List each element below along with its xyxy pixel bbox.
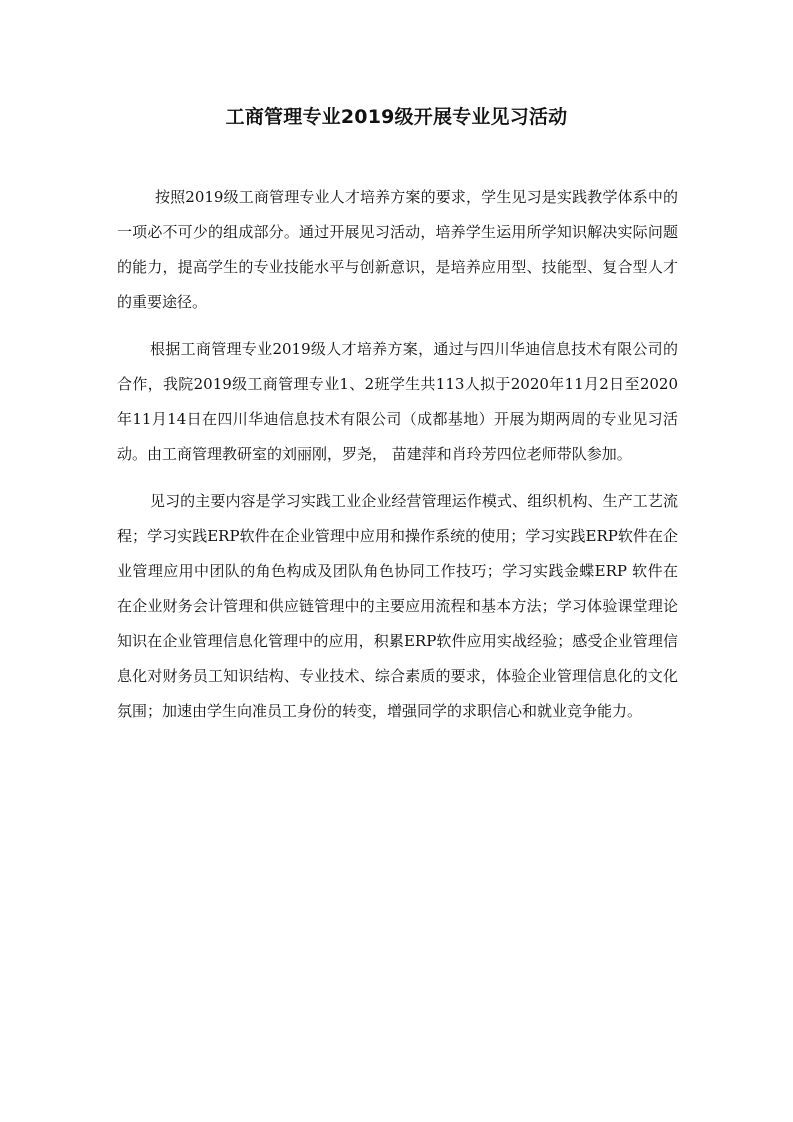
article-body	[117, 180, 678, 729]
page-title: 工商管理专业2019级开展专业见习活动	[225, 106, 568, 128]
paragraph-content: 见习的主要内容是学习实践工业企业经营管理运作模式、组织机构、生产工艺流程；学习实践ERP软件在企业管理中应用和操作系统的使用；学习实践ERP软件在企业管理应用中团队的角色构成及团队角色协同工作技巧；学习实践金蝶ERP 软件在在企业财务会计管理和供应链管理中的主要应用流程和基本方法；学习体验课堂理论知识在企业管理信息化管理中的应用，积累ERP软件应用实战经验；感受企业管理信息化对财务员工知识结构、专业技术、综合素质的要求，体验企业管理信息化的文化氛围；加速由学生向准员工身份的转变，增强同学的求职信心和就业竞争能力。	[117, 492, 678, 720]
paragraph-purpose: 按照2019级工商管理专业人才培养方案的要求，学生见习是实践教学体系中的一项必不可少的组成部分。通过开展见习活动，培养学生运用所学知识解决实际问题的能力，提高学生的专业技能水平与创新意识，是培养应用型、技能型、复合型人才的重要途径。	[117, 188, 678, 311]
paragraph-arrangement: 根据工商管理专业2019级人才培养方案，通过与四川华迪信息技术有限公司的合作，我院2019级工商管理专业1、2班学生共113人拟于2020年11月2日至2020年11月14日在四川华迪信息技术有限公司（成都基地）开展为期两周的专业见习活动。由工商管理教研室的刘丽刚，罗尧， 苗建萍和肖玲芳四位老师带队参加。	[117, 340, 678, 463]
